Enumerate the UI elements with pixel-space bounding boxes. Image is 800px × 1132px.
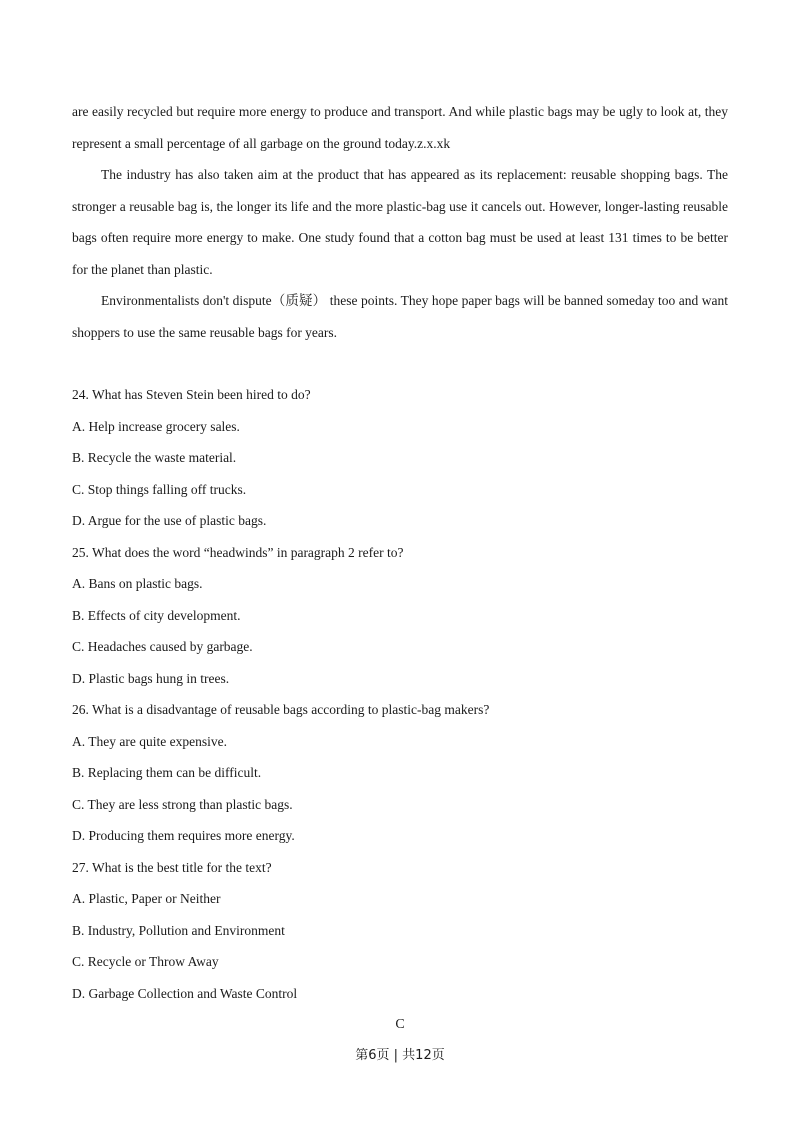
option-b: B. Effects of city development. [72,607,241,623]
option-b: B. Recycle the waste material. [72,450,237,465]
question-list [72,379,728,1009]
option-a: A. They are quite expensive. [72,733,227,749]
option-c: C. Headaches caused by garbage. [72,639,253,654]
question-stem: 25. What does the word “headwinds” in paragraph 2 refer to? [72,544,404,560]
question-stem: 24. What has Steven Stein been hired to do? [72,387,311,402]
document-body [72,96,728,1009]
question-26 [72,694,728,852]
option-b: B. Industry, Pollution and Environment [72,922,285,938]
passage-paragraph: are easily recycled but require more energy to produce and transport. And while plastic bags may be ugly to look at, they represent a small percentage of all garbage on the ground today.z.x.xk [72,104,728,151]
option-a: A. Help increase grocery sales. [72,418,240,434]
option-d: D. Plastic bags hung in trees. [72,670,230,686]
section-heading: C [395,1017,405,1032]
passage-paragraph: The industry has also taken aim at the product that has appeared as its replacement: reusable shopping bags. The stronger a reusable bag is, the longer its life and the more plastic-bag use it cancels out. However, longer-lasting reusable bags often require more energy to make. One study found that a cotton bag must be used at least 131 times to be better for the planet than plastic. [72,167,728,277]
question-stem: 26. What is a disadvantage of reusable bags according to plastic-bag makers? [72,702,490,717]
option-d: D. Garbage Collection and Waste Control [72,985,298,1001]
question-25 [72,537,728,695]
option-c: C. Stop things falling off trucks. [72,481,247,497]
option-d: D. Producing them requires more energy. [72,828,295,843]
passage-paragraph: Environmentalists don't dispute（质疑） these points. They hope paper bags will be banned someday too and want shoppers to use the same reusable bags for years. [72,293,728,340]
option-a: A. Plastic, Paper or Neither [72,891,221,906]
option-c: C. Recycle or Throw Away [72,954,219,969]
option-b: B. Replacing them can be difficult. [72,765,262,780]
question-24 [72,379,728,537]
question-27 [72,852,728,1010]
page-footer: 第6页 | 共12页 [355,1048,445,1063]
option-d: D. Argue for the use of plastic bags. [72,513,267,528]
question-stem: 27. What is the best title for the text? [72,859,272,875]
option-c: C. They are less strong than plastic bags. [72,796,293,812]
option-a: A. Bans on plastic bags. [72,576,203,591]
